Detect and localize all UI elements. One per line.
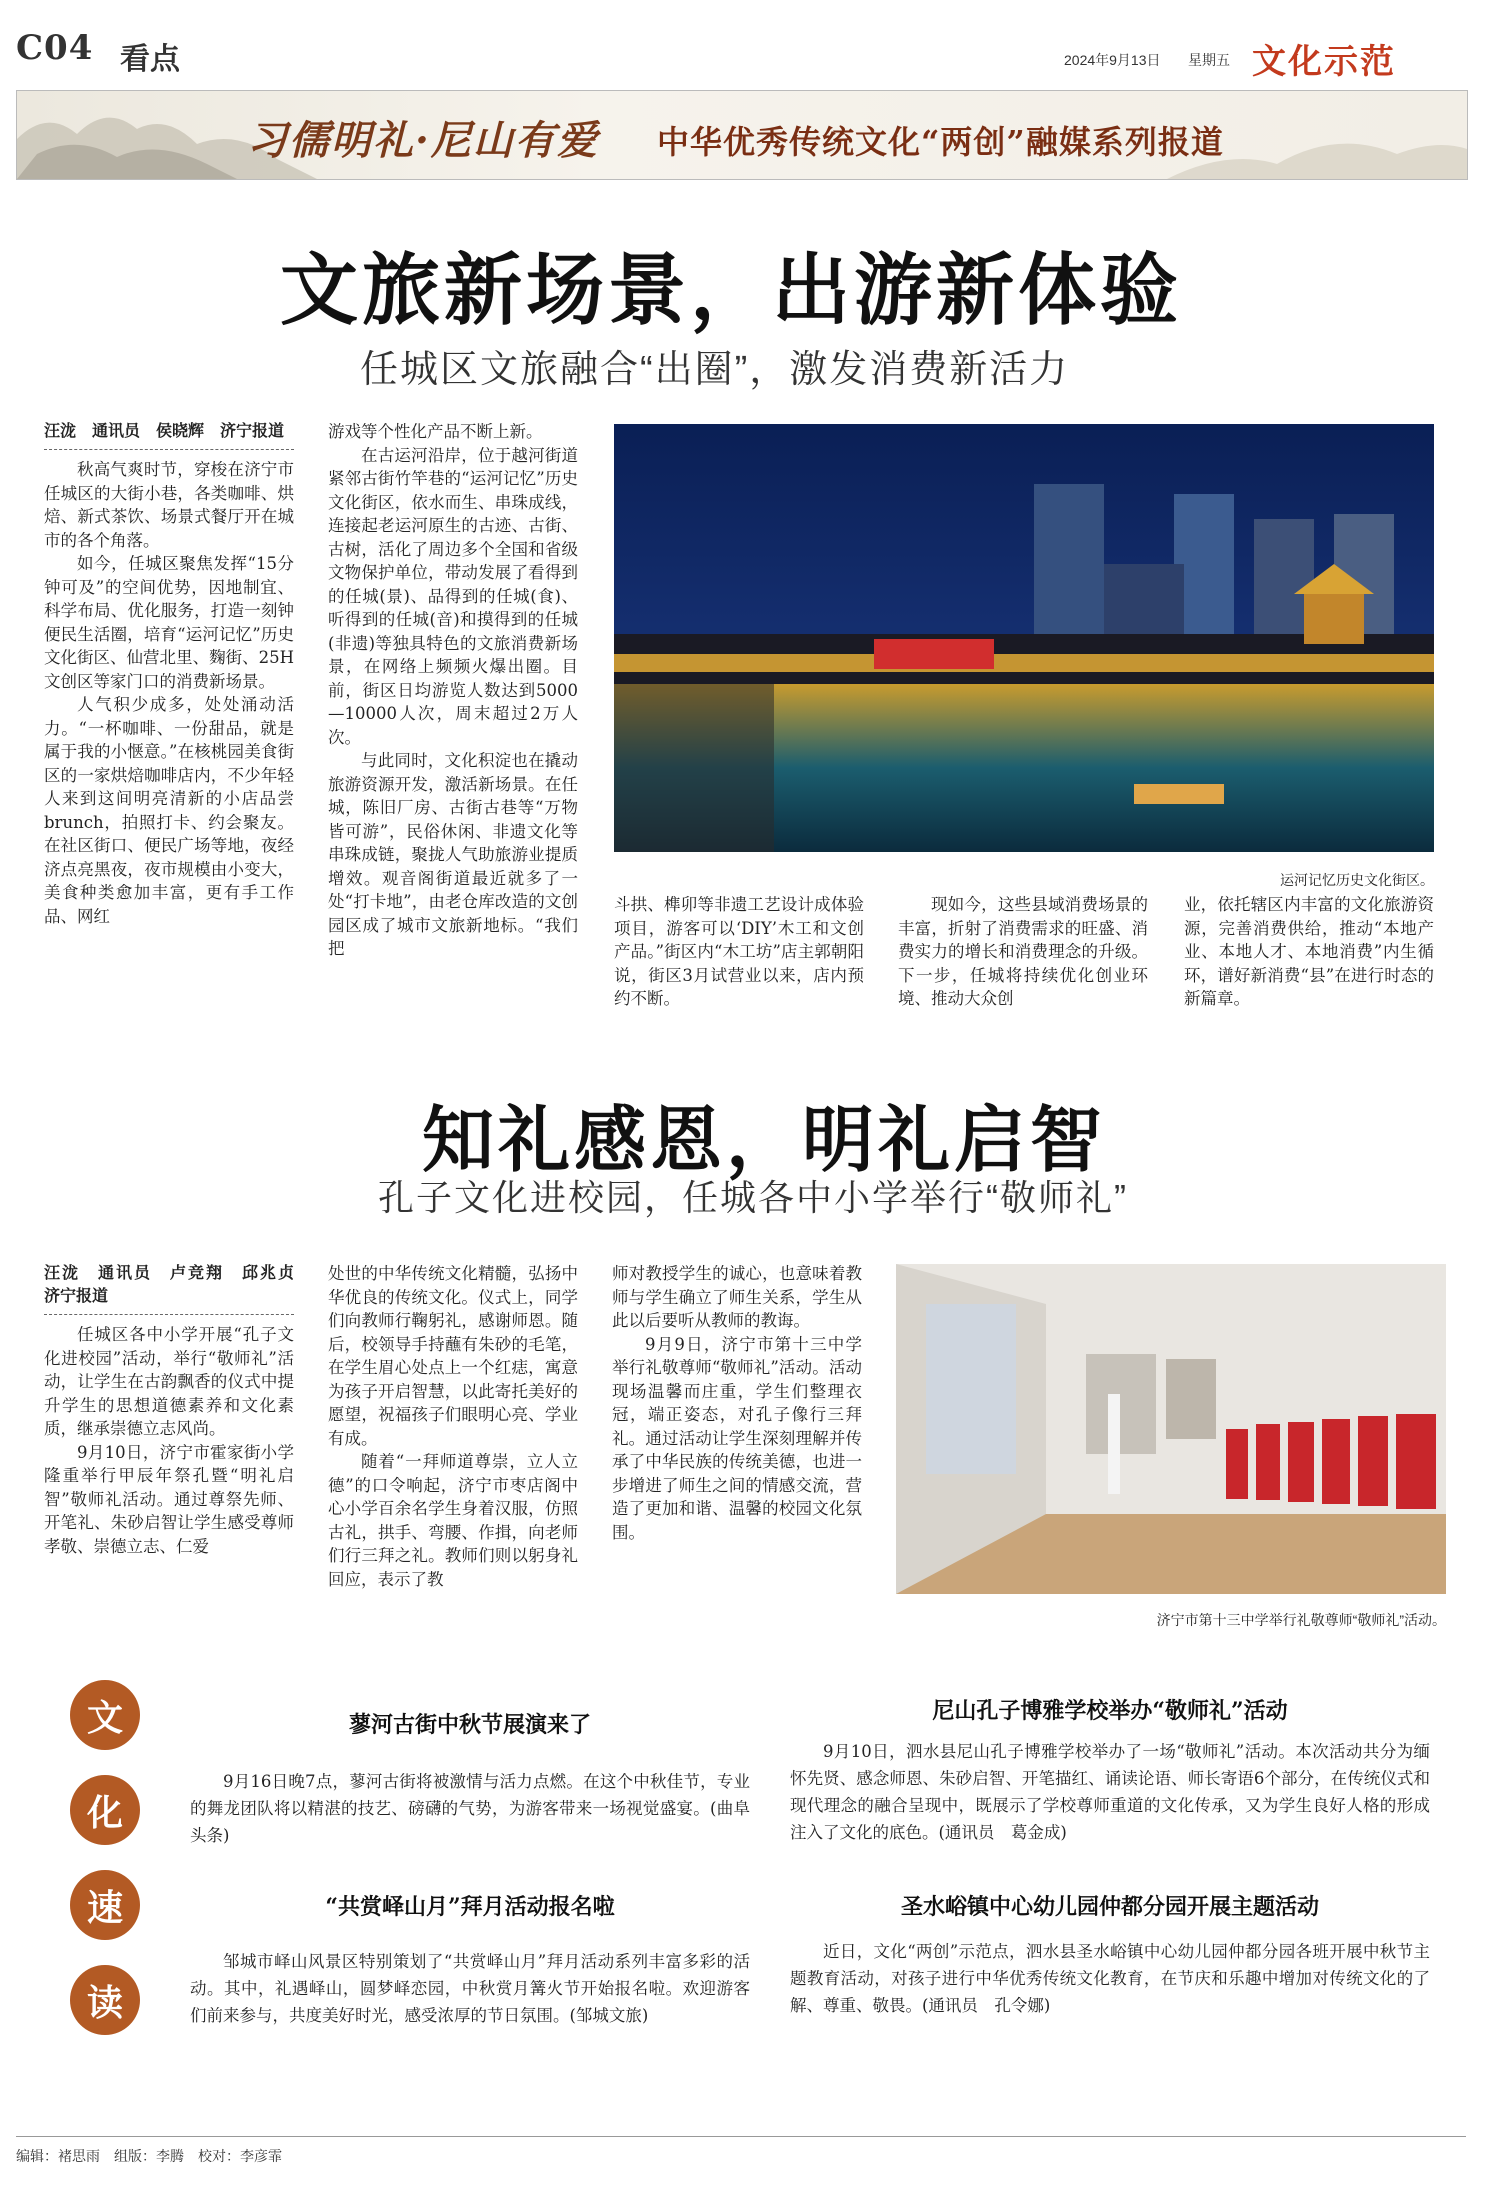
section-name: 看点 (120, 42, 180, 77)
article2-column-2 (328, 1262, 578, 1591)
brief-1-body: 9月16日晚7点，蓼河古街将被激情与活力点燃。在这个中秋佳节，专业的舞龙团队将以精湛的技艺、磅礴的气势，为游客带来一场视觉盛宴。(曲阜头条) (190, 1772, 750, 1845)
brief-1-title: 蓼河古街中秋节展演来了 (348, 1712, 591, 1738)
paragraph: 业，依托辖区内丰富的文化旅游资源，完善消费供给，推动“本地产业、本地人才、本地消费”内生循环，谱好新消费“县”在进行时态的新篇章。 (1184, 895, 1434, 1008)
article1-column-1 (44, 420, 294, 928)
paragraph: 现如今，这些县域消费场景的丰富，折射了消费需求的旺盛、消费实力的增长和消费理念的升级。下一步，任城将持续优化创业环境、推动大众创 (898, 895, 1148, 1008)
page-code: C04 (16, 28, 94, 68)
paragraph: 任城区各中小学开展“孔子文化进校园”活动，举行“敬师礼”活动，让学生在古韵飘香的仪式中提升学生的思想道德素养和文化素质，继承崇德立志风尚。 (44, 1325, 294, 1438)
article1-subheadline: 任城区文旅融合“出圈”，激发消费新活力 (360, 349, 1070, 391)
brief-3-title: 尼山孔子博雅学校举办“敬师礼”活动 (932, 1698, 1288, 1724)
paragraph: 9月10日，济宁市霍家街小学隆重举行甲辰年祭孔暨“明礼启智”敬师礼活动。通过尊祭先师、开笔礼、朱砂启智让学生感受尊师孝敬、崇德立志、仁爱 (44, 1442, 294, 1556)
paragraph: 秋高气爽时节，穿梭在济宁市任城区的大街小巷，各类咖啡、烘焙、新式茶饮、场景式餐厅开在城市的各个角落。 (44, 460, 294, 550)
article1-photo-caption: 运河记忆历史文化街区。 (1280, 872, 1434, 888)
article2-byline: 汪泷 通讯员 卢竞翔 邱兆贞 济宁报道 (44, 1262, 294, 1315)
paragraph: 师对教授学生的诚心，也意味着教师与学生确立了师生关系，学生从此以后要听从教师的教诲。 (612, 1264, 862, 1330)
series-banner (16, 90, 1468, 180)
article2-subheadline: 孔子文化进校园，任城各中小学举行“敬师礼” (378, 1177, 1128, 1218)
brief-2-body: 邹城市峄山风景区特别策划了“共赏峄山月”拜月活动系列丰富多彩的活动。其中，礼遇峄山，圆梦峄恋园，中秋赏月篝火节开始报名啦。欢迎游客们前来参与，共度美好时光，感受浓厚的节日氛围。(邹城文旅) (190, 1952, 750, 2025)
canal-night-photo (614, 424, 1434, 852)
paragraph: 游戏等个性化产品不断上新。 (328, 422, 543, 441)
culture-briefs-char-3: 速 (70, 1870, 140, 1940)
brief-4-title: 圣水峪镇中心幼儿园仲都分园开展主题活动 (900, 1894, 1319, 1920)
article1-column-2 (328, 420, 578, 961)
article1-headline: 文旅新场景，出游新体验 (280, 245, 1183, 336)
culture-briefs-char-1: 文 (70, 1680, 140, 1750)
brief-4-body: 近日，文化“两创”示范点，泗水县圣水峪镇中心幼儿园仲都分园各班开展中秋节主题教育活动，对孩子进行中华优秀传统文化教育，在节庆和乐趣中增加对传统文化的了解、尊重、敬畏。(通讯员 孔令娜) (790, 1942, 1430, 2015)
article2-headline: 知礼感恩，明礼启智 (422, 1097, 1107, 1182)
ceremony-photo (896, 1264, 1446, 1594)
article2-column-3 (612, 1262, 862, 1544)
paragraph: 在古运河沿岸，位于越河街道紧邻古街竹竿巷的“运河记忆”历史文化街区，依水而生、串珠成线，连接起老运河原生的古迹、古街、古树，活化了周边多个全国和省级文物保护单位，带动发展了看得到的任城(景)、品得到的任城(食)、听得到的任城(音)和摸得到的任城(非遗)等独具特色的文旅消费新场景，在网络上频频火爆出圈。目前，街区日均游览人数达到5000—10000人次，周末超过2万人次。 (328, 445, 578, 747)
culture-briefs-char-2: 化 (70, 1775, 140, 1845)
paragraph: 随着“一拜师道尊崇，立人立德”的口令响起，济宁市枣店阁中心小学百余名学生身着汉服，仿照古礼，拱手、弯腰、作揖，向老师们行三拜之礼。教师们则以躬身礼回应，表示了教 (328, 1452, 578, 1589)
article2-photo-caption: 济宁市第十三中学举行礼敬尊师“敬师礼”活动。 (1156, 1612, 1446, 1628)
paragraph: 处世的中华传统文化精髓，弘扬中华优良的传统文化。仪式上，同学们向教师行鞠躬礼，感谢师恩。随后，校领导手持蘸有朱砂的毛笔，在学生眉心处点上一个红痣，寓意为孩子开启智慧，以此寄托美好的愿望，祝福孩子们眼明心亮、学业有成。 (328, 1264, 578, 1448)
paragraph: 斗拱、榫卯等非遗工艺设计成体验项目，游客可以‘DIY’木工和文创产品。”街区内“木工坊”店主郭朝阳说，街区3月试营业以来，店内预约不断。 (614, 895, 864, 1008)
editor-credits: 编辑：褚思雨 组版：李腾 校对：李彦霏 (16, 2148, 282, 2164)
issue-weekday: 星期五 (1188, 52, 1230, 68)
article1-column-3 (614, 893, 864, 1011)
brand-logo: 文化示范 (1252, 42, 1396, 82)
article1-column-4 (898, 893, 1148, 1011)
article2-column-1 (44, 1262, 311, 1558)
issue-date: 2024年9月13日 (1064, 52, 1161, 68)
brief-2-title: “共赏峄山月”拜月活动报名啦 (325, 1894, 615, 1920)
article1-byline: 汪泷 通讯员 侯晓辉 济宁报道 (44, 420, 294, 450)
paragraph: 与此同时，文化积淀也在撬动旅游资源开发，激活新场景。在任城，陈旧厂房、古街古巷等“万物皆可游”，民俗休闲、非遗文化等串珠成链，聚拢人气助旅游业提质增效。观音阁街道最近就多了一处“打卡地”，由老仓库改造的文创园区成了城市文旅新地标。“我们把 (328, 751, 578, 958)
brief-3-body: 9月10日，泗水县尼山孔子博雅学校举办了一场“敬师礼”活动。本次活动共分为缅怀先贤、感念师恩、朱砂启智、开笔描红、诵读论语、师长寄语6个部分，在传统仪式和现代理念的融合呈现中，既展示了学校尊师重道的文化传承，又为学生良好人格的形成注入了文化的底色。(通讯员 葛金成) (790, 1742, 1430, 1842)
banner-series-title: 中华优秀传统文化“两创”融媒系列报道 (657, 123, 1224, 161)
culture-briefs-char-4: 读 (70, 1965, 140, 2035)
article1-column-5 (1184, 893, 1434, 1011)
banner-calligraphy: 习儒明礼·尼山有爱 (247, 117, 599, 164)
paragraph: 人气积少成多，处处涌动活力。“一杯咖啡、一份甜品，就是属于我的小惬意。”在核桃园美食街区的一家烘焙咖啡店内，不少年轻人来到这间明亮清新的小店品尝brunch，拍照打卡、约会聚友。在社区街口、便民广场等地，夜经济点亮黑夜，夜市规模由小变大，美食种类愈加丰富，更有手工作品、网红 (44, 695, 294, 926)
footer-divider (16, 2136, 1466, 2137)
paragraph: 9月9日，济宁市第十三中学举行礼敬尊师“敬师礼”活动。活动现场温馨而庄重，学生们整理衣冠，端正姿态，对孔子像行三拜礼。通过活动让学生深刻理解并传承了中华民族的传统美德，也进一步增进了师生之间的情感交流，营造了更加和谐、温馨的校园文化氛围。 (612, 1334, 862, 1542)
paragraph: 如今，任城区聚焦发挥“15分钟可及”的空间优势，因地制宜、科学布局、优化服务，打造一刻钟便民生活圈，培育“运河记忆”历史文化街区、仙营北里、麴街、25H文创区等家门口的消费新场景。 (44, 554, 294, 691)
